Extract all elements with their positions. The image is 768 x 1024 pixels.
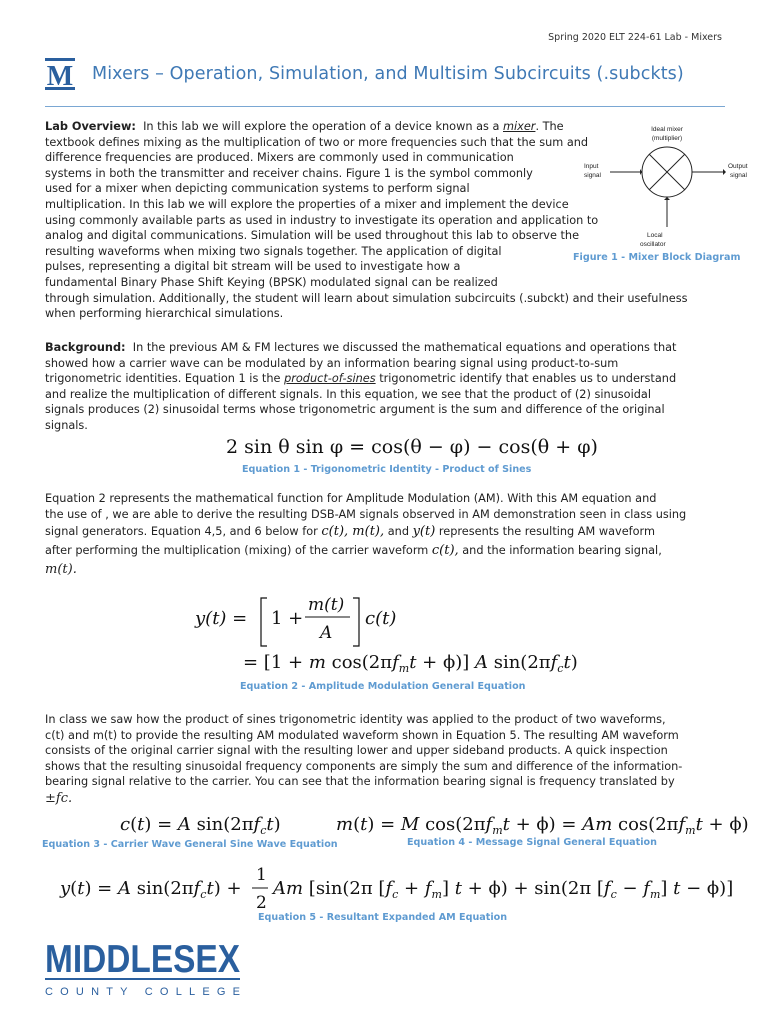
equation-4-caption: Equation 4 - Message Signal General Equation — [407, 837, 657, 848]
logo-letter: M — [46, 61, 74, 92]
para-line: signal generators. Equation 4,5, and 6 below for — [45, 525, 322, 539]
svg-text:Am [sin(2π [fc + fm] t + ϕ) +: Am [sin(2π $[f_c + f_m] t + \phi) + \sin(2\pi$ $[f_c - f_m] t - \phi$)] — [273, 878, 734, 901]
svg-text:y(t) = A sin(2πfct) +: y(t) = A $\sin(2\pi f_ct)$ + — [60, 878, 242, 901]
logo-subtitle: COUNTY COLLEGE — [45, 986, 240, 998]
overview-text: . The — [535, 120, 564, 133]
para-line: In class we saw how the product of sines trigonometric identity was applied to the product of two waveforms, — [45, 713, 666, 726]
svg-text:y(t) =: y(t) = — [195, 608, 248, 629]
logo-word: MIDDLESEX — [45, 938, 240, 981]
overview-line: when performing hierarchical simulations. — [45, 307, 284, 321]
mixer-block-diagram — [580, 118, 750, 268]
overview-line: used for a mixer when depicting communication systems to perform signal — [45, 182, 470, 196]
overview-line: analog and digital communications. Simulation will be used throughout this lab to observe the — [45, 229, 580, 243]
background-label: Background: — [45, 341, 126, 354]
para-line: Equation 2 represents the mathematical function for Amplitude Modulation (AM). With this AM equation and — [45, 492, 657, 505]
svg-text:1 +: 1 + — [271, 608, 304, 629]
background-line: showed how a carrier wave can be modulated by an information bearing signal using product-to-sum — [45, 356, 619, 370]
background-line: trigonometric identify that enables us to understand — [375, 372, 677, 386]
overview-line: using commonly available parts as used in industry to investigate its operation and application to — [45, 213, 599, 227]
middlesex-logo — [45, 935, 245, 1007]
overview-line: multiplication. In this lab we will explore the properties of a mixer and implement the device — [45, 197, 569, 211]
equation-3-caption: Equation 3 - Carrier Wave General Sine Wave Equation — [42, 839, 338, 850]
background-section — [45, 340, 725, 434]
para-line: the use of , we are able to derive the resulting DSB-AM signals observed in AM demonstration seen in class using — [45, 507, 687, 521]
course-header: Spring 2020 ELT 224-61 Lab - Mixers — [548, 32, 722, 43]
equation-2-caption: Equation 2 - Amplitude Modulation General Equation — [240, 681, 526, 692]
svg-text:m(t): m(t) — [308, 595, 345, 615]
svg-text:A: A — [320, 623, 333, 643]
lo-label: Local — [647, 232, 663, 239]
ct-mt-symbols: c(t), m(t), — [321, 524, 385, 540]
overview-label: Lab Overview: — [45, 120, 136, 133]
fc-symbol: ±fc. — [45, 790, 73, 806]
para-line: and — [384, 525, 413, 539]
input-label: Input — [584, 163, 599, 170]
equation-5-caption: Equation 5 - Resultant Expanded AM Equation — [258, 912, 508, 923]
figure1-caption: Figure 1 - Mixer Block Diagram — [573, 252, 741, 263]
am-paragraph — [45, 491, 725, 579]
background-line: and realize the multiplication of different signals. In this equation, we see that the product of (2) sinusoidal — [45, 387, 651, 401]
para-line: after performing the multiplication (mixing) of the carrier waveform — [45, 544, 432, 558]
background-line: In the previous AM & FM lectures we discussed the mathematical equations and operations that — [132, 341, 677, 354]
overview-line: through simulation. Additionally, the student will learn about simulation subcircuits (.subckt) and their usefulness — [45, 291, 688, 305]
svg-text:c(t) = A sin(2πfct): c(t) = A $\sin(2\pi f_ct)$ — [120, 814, 281, 837]
para-line: c(t) and m(t) to provide the resulting AM modulated waveform shown in Equation 5. The resulting AM waveform — [45, 728, 679, 742]
equation-3 — [120, 808, 320, 842]
page-title: Mixers – Operation, Simulation, and Multisim Subcircuits (.subckts) — [92, 64, 684, 84]
overview-line: fundamental Binary Phase Shift Keying (BPSK) modulated signal can be realized — [45, 275, 498, 289]
sidebands-paragraph — [45, 712, 725, 808]
equation-2 — [195, 590, 578, 684]
product-of-sines-term: product-of-sines — [284, 372, 376, 386]
equation-5 — [60, 858, 734, 918]
svg-text:1: 1 — [256, 865, 267, 885]
para-line: represents the resulting AM waveform — [435, 525, 656, 539]
multiplier-label: (multiplier) — [651, 135, 683, 142]
output-label: Output — [728, 163, 748, 170]
para-line: and the information bearing signal, — [458, 544, 662, 558]
svg-text:c(t): c(t) — [365, 608, 397, 629]
overview-line: pulses, representing a digital bit stream will be used to investigate how a — [45, 260, 461, 274]
mt-symbol: m(t). — [45, 562, 77, 578]
background-line: signals produces (2) sinusoidal terms whose trigonometric argument is the sum and difference of the original — [45, 403, 665, 417]
para-line: shows that the resulting sinusoidal frequency components are simply the sum and difference of the information- — [45, 759, 683, 773]
output-label-2: signal — [730, 172, 747, 179]
svg-text:m(t) = M cos(2πfmt + ϕ) = Am c: m(t) = M $\cos(2\pi f_mt + \phi) = Am$ $\cos(2\pi f_mt + \phi)$ — [336, 814, 749, 837]
para-line: bearing signal relative to the carrier. You can see that the information bearing signal is frequency translated by — [45, 775, 675, 789]
mixer-term: mixer — [503, 120, 536, 133]
overview-line: systems in both the transmitter and receiver chains. Figure 1 is the symbol commonly — [45, 166, 533, 180]
equation-1-caption: Equation 1 - Trigonometric Identity - Product of Sines — [242, 464, 532, 475]
overview-line: resulting waveforms when mixing two signals together. The application of digital — [45, 244, 502, 258]
equation-1: 2 sin θ sin φ = cos(θ − φ) − cos(θ + φ) — [226, 436, 598, 458]
college-m-logo — [45, 58, 75, 90]
overview-text: In this lab we will explore the operation of a device known as a — [143, 120, 503, 133]
svg-text:= [1 + m cos(2πfmt + ϕ)] A sin: = [1 + m $\cos(2\pi f_mt + \phi)$] A $\sin(2\pi f_ct)$ — [243, 652, 578, 675]
lo-arrowhead — [664, 197, 670, 200]
output-arrowhead — [723, 169, 726, 175]
overview-line: textbook defines mixing as the multiplication of two or more frequencies such that the sum and — [45, 135, 589, 149]
input-label-2: signal — [584, 172, 601, 179]
background-line: trigonometric identities. Equation 1 is the — [45, 372, 285, 386]
background-line: signals. — [45, 418, 88, 432]
lo-label-2: oscillator — [640, 241, 666, 248]
svg-text:2: 2 — [256, 893, 267, 913]
overview-line: difference frequencies are produced. Mixers are commonly used in communication — [45, 151, 514, 165]
ct-symbol: c(t), — [431, 543, 459, 559]
yt-symbol: y(t) — [412, 524, 436, 540]
para-line: consists of the original carrier signal with the resulting lower and upper sideband products. A quick inspection — [45, 744, 668, 758]
ideal-mixer-label: Ideal mixer — [651, 126, 683, 133]
title-divider — [45, 106, 725, 107]
